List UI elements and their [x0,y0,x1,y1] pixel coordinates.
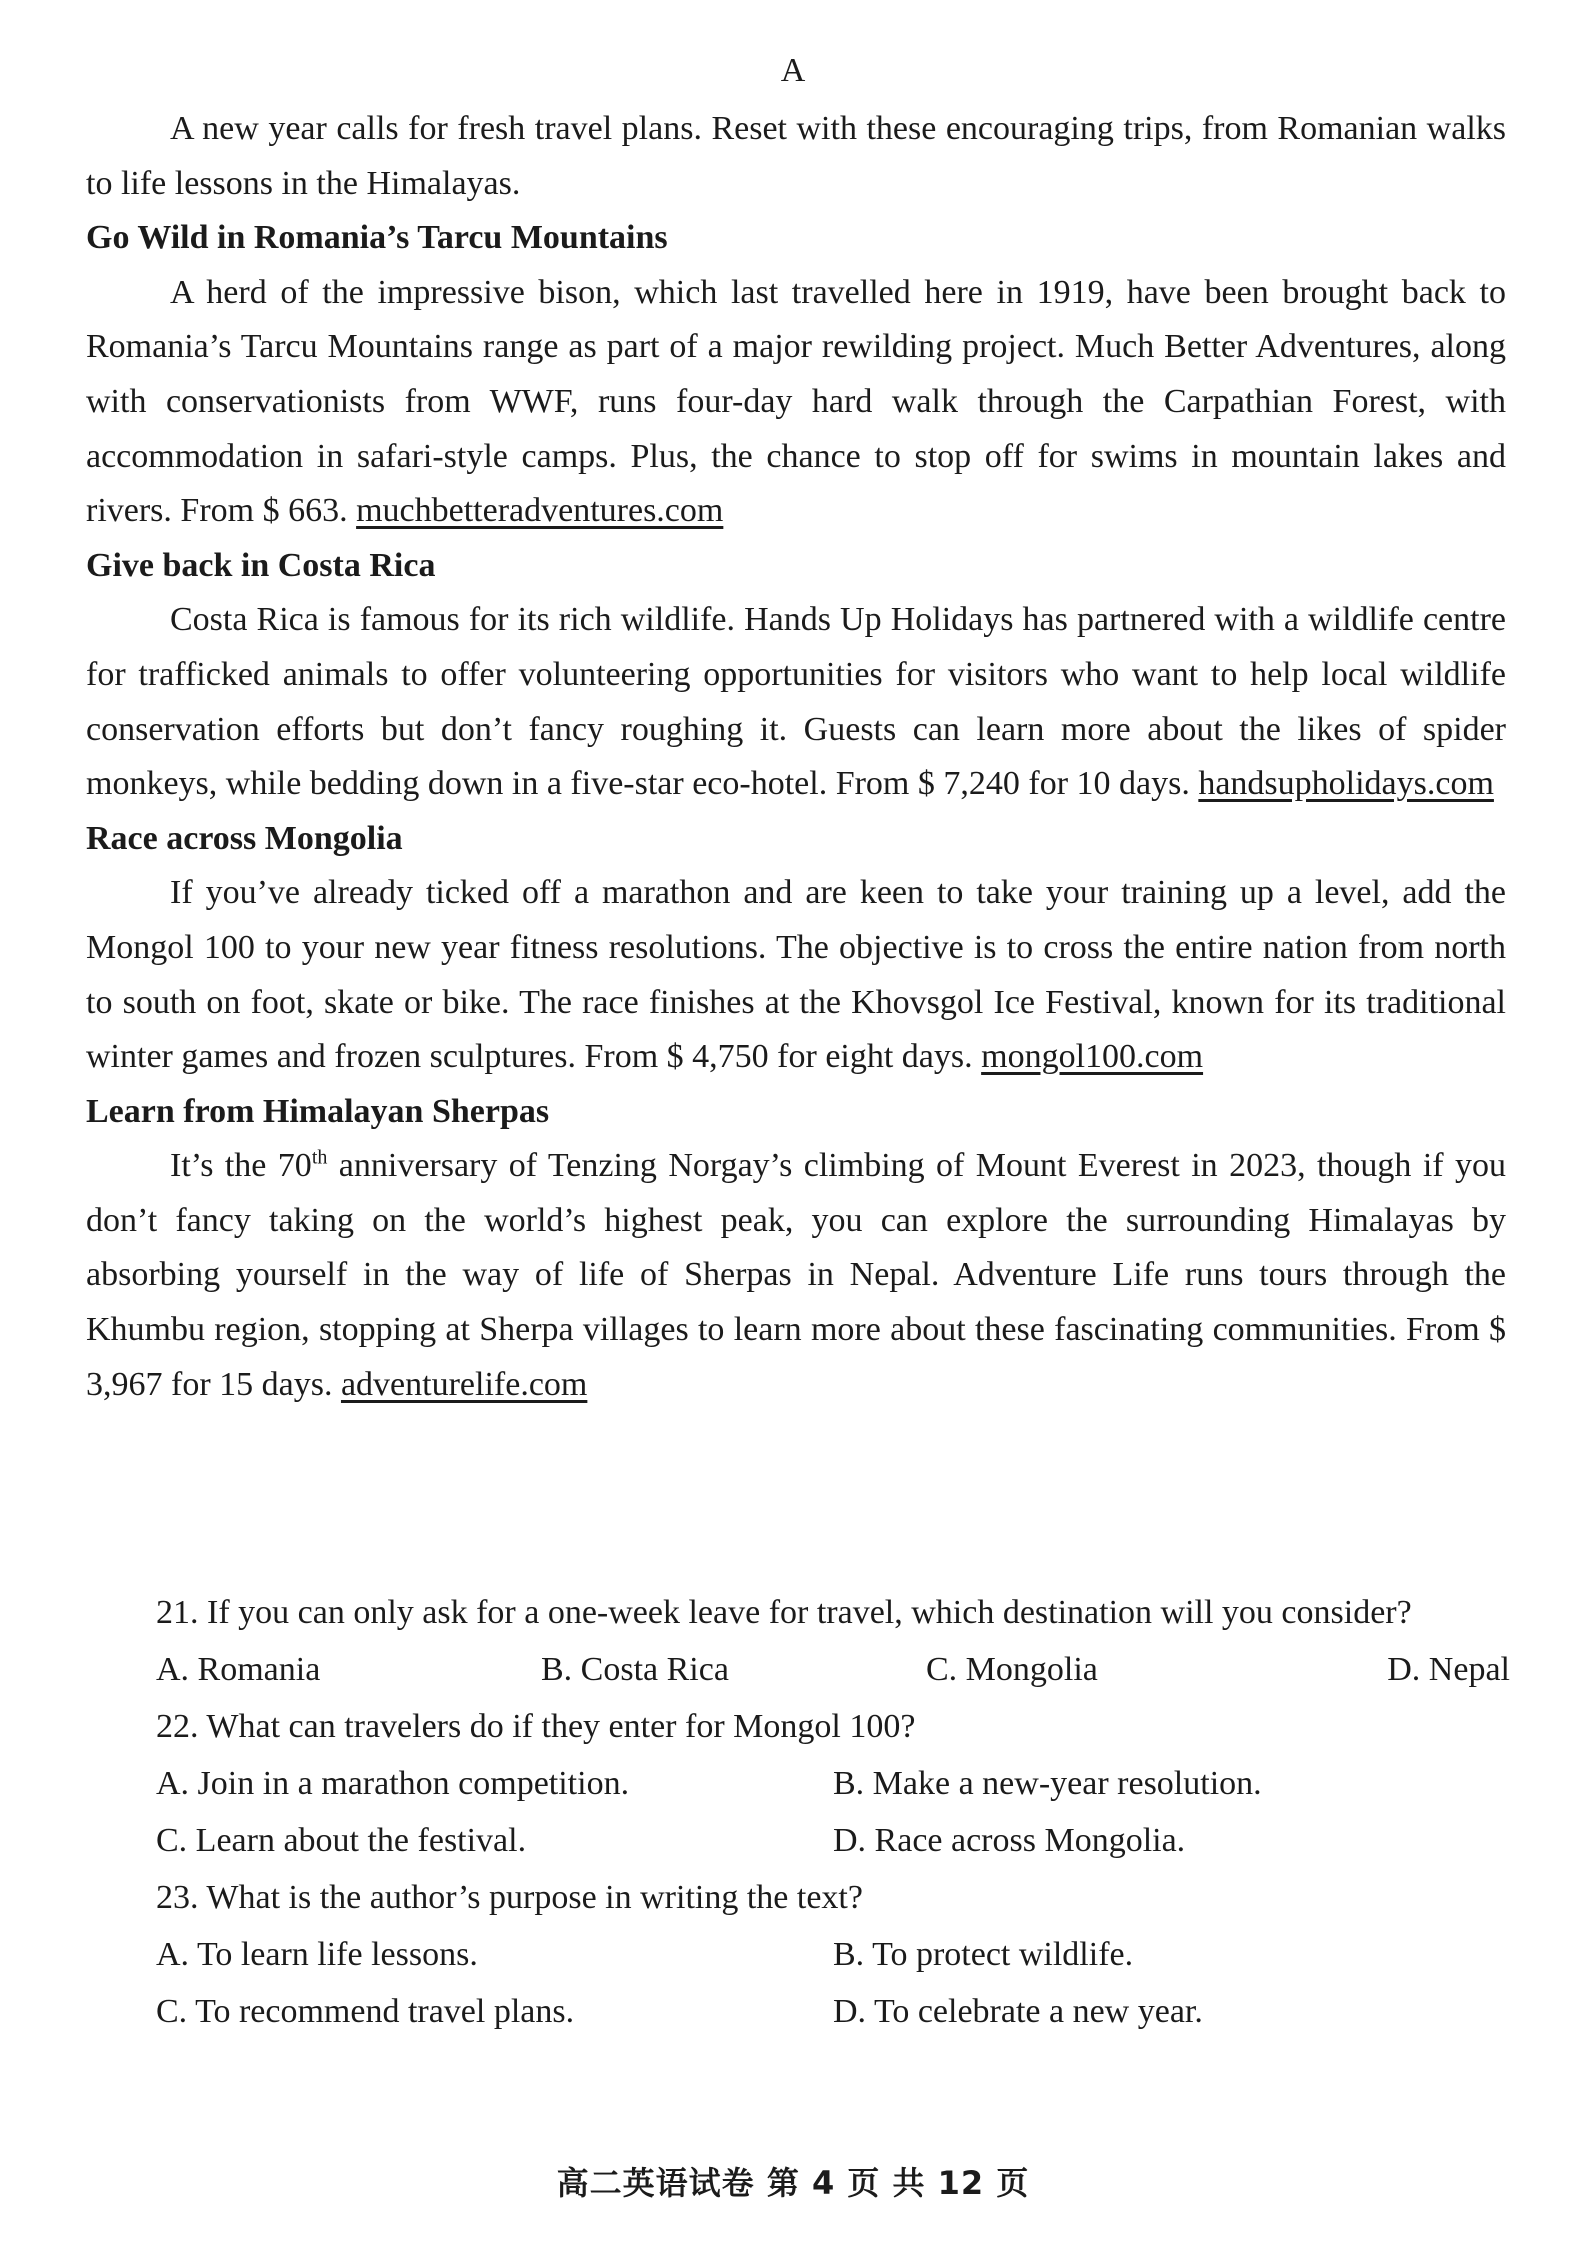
link-adventurelife[interactable]: adventurelife.com [340,1365,588,1403]
question-23-option-d[interactable]: D. To celebrate a new year. [833,1993,1203,2030]
link-mongol100[interactable]: mongol100.com [981,1038,1204,1076]
link-handsupholidays[interactable]: handsupholidays.com [1198,765,1494,803]
heading-mongolia: Race across Mongolia [86,819,403,857]
question-21-stem: 21. If you can only ask for a one-week leave for travel, which destination will you consider? [156,1594,1412,1631]
question-22-option-a[interactable]: A. Join in a marathon competition. [156,1765,630,1802]
question-22-option-c[interactable]: C. Learn about the festival. [156,1822,527,1859]
question-22-option-b[interactable]: B. Make a new-year resolution. [833,1765,1262,1802]
question-22-option-d[interactable]: D. Race across Mongolia. [833,1822,1186,1859]
heading-romania: Go Wild in Romania’s Tarcu Mountains [86,219,668,257]
question-22-options-row-1 [80,1755,1510,1812]
question-23-options-row-2 [80,1983,1510,2040]
paragraph-costa-rica-text: Costa Rica is famous for its rich wildlife. Hands Up Holidays has partnered with a wildlife centre for trafficked animals to offer volunteering opportunities for visitors who want to help local wildlife conservation efforts but don’t fancy roughing it. Guests can learn more about the likes of spider monkeys, while bedding down in a five-star eco-hotel. From $ 7,240 for 10 days. [86,601,1506,803]
heading-himalayas: Learn from Himalayan Sherpas [86,1092,550,1130]
question-23-option-a[interactable]: A. To learn life lessons. [156,1936,478,1973]
questions-block [80,1584,1510,2040]
question-21-options [80,1641,1510,1698]
question-21-option-a[interactable]: A. Romania [156,1651,321,1688]
paragraph-himalayas [86,1139,1506,1412]
paragraph-mongolia-text: If you’ve already ticked off a marathon and are keen to take your training up a level, add the Mongol 100 to your new year fitness resolutions. The objective is to cross the entire nation from north to south on foot, skate or bike. The race finishes at the Khovsgol Ice Festival, known for its traditional winter games and frozen sculptures. From $ 4,750 for eight days. [86,874,1506,1076]
paragraph-mongolia [86,866,1506,1084]
question-23-option-b[interactable]: B. To protect wildlife. [833,1936,1134,1973]
question-21-option-d[interactable]: D. Nepal [1387,1651,1510,1688]
heading-costa-rica: Give back in Costa Rica [86,546,436,584]
paragraph-costa-rica [86,593,1506,811]
question-23-options-row-1 [80,1926,1510,1983]
ordinal-suffix: th [311,1146,328,1169]
paragraph-romania-text: A herd of the impressive bison, which last travelled here in 1919, have been brought back to Romania’s Tarcu Mountains range as part of a major rewilding project. Much Better Adventures, along with conservationists from WWF, runs four-day hard walk through the Carpathian Forest, with accommodation in safari-style camps. Plus, the chance to stop off for swims in mountain lakes and rivers. From $ 663. [86,273,1506,530]
paragraph-himalayas-text-b: anniversary of Tenzing Norgay’s climbing of Mount Everest in 2023, though if you don’t fancy taking on the world’s highest peak, you can explore the surrounding Himalayas by absorbing yourself in the way of life of Sherpas in Nepal. Adventure Life runs tours through the Khumbu region, stopping at Sherpa villages to learn more about these fascinating communities. From $ 3,967 for 15 days. [86,1147,1507,1403]
question-23-stem: 23. What is the author’s purpose in writing the text? [156,1879,863,1916]
intro-paragraph: A new year calls for fresh travel plans. Reset with these encouraging trips, from Romanian walks to life lessons in the Himalayas. [86,110,1506,202]
question-21-option-c[interactable]: C. Mongolia [926,1651,1098,1688]
reading-passage [86,102,1506,1412]
question-22-stem: 22. What can travelers do if they enter for Mongol 100? [156,1708,916,1745]
page-footer: 高二英语试卷 第 4 页 共 12 页 [556,2164,1030,2202]
question-23-option-c[interactable]: C. To recommend travel plans. [156,1993,575,2030]
question-22-options-row-2 [80,1812,1510,1869]
paragraph-himalayas-text-a: It’s the 70 [170,1147,312,1185]
paragraph-romania [86,266,1506,539]
question-21-option-b[interactable]: B. Costa Rica [541,1651,729,1688]
section-letter: A [780,52,806,89]
link-muchbetteradventures[interactable]: muchbetteradventures.com [356,492,724,530]
